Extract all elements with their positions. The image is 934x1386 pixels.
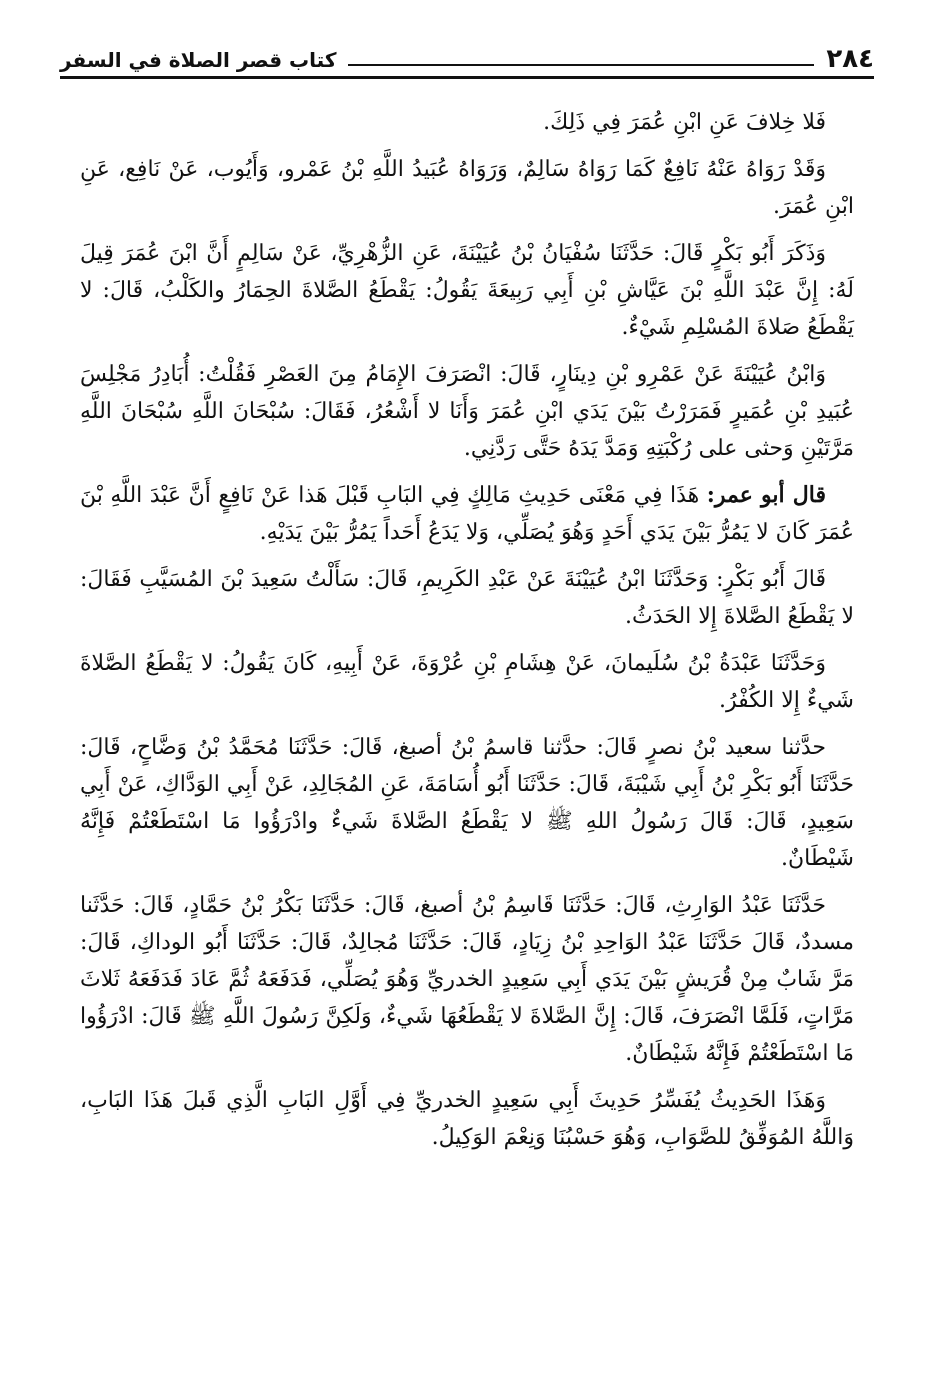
paragraph-text: وَحَدَّثَنَا عَبْدَةُ بْنُ سُلَيمانَ، عَنْ هِشَامِ بْنِ عُرْوَةَ، عَنْ أَبِيهِ، كَانَ يَقُولُ: لا يَقْطَعُ الصَّلاةَ شَيءٌ إِلا الكُفْرُ. [80,651,854,713]
page-number: ٢٨٤ [826,44,874,74]
paragraph [80,887,854,1072]
paragraph [80,729,854,877]
running-title: كتاب قصر الصلاة في السفر [60,48,337,72]
paragraph-text: حَدَّثَنَا عَبْدُ الوَارِثِ، قَالَ: حَدَّثَنَا قَاسِمُ بْنُ أصبغ، قَالَ: حَدَّثَنَا بَكْرُ بْنُ حَمَّادٍ، قَالَ: حَدَّثَنا مسددٌ، قَالَ حَدَّثَنَا عَبْدُ الوَاحِدِ بْنُ زِيَادٍ، قَالَ: حَدَّثَنَا مُجالِدٌ، قَالَ: حَدَّثَنَا أَبُو الوداكِ، قَالَ: مَرَّ شَابٌ مِنْ قُرَيشٍ بَيْنَ يَدَي أَبِي سَعِيدٍ الخدريِّ وَهُوَ يُصَلِّي، فَدَفَعَهُ ثُمَّ عَادَ فَدَفَعَهُ ثَلاثَ مَرَّاتٍ، فَلَمَّا انْصَرَفَ، قَالَ: إِنَّ الصَّلاةَ لا يَقْطَعُهَا شَيءٌ، وَلَكِنَّ رَسُولَ اللَّهِ ﷺ قَالَ: ادْرَؤُوا مَا اسْتَطَعْتُمْ فَإِنَّهُ شَيْطَانٌ. [80,893,854,1066]
paragraph [80,356,854,467]
paragraph-text: قَالَ أَبُو بَكْرٍ: وَحَدَّثَنَا ابْنُ عُيَيْنَةَ عَنْ عَبْدِ الكَرِيمِ، قَالَ: سَأَلْتُ سَعِيدَ بْنَ المُسَيَّبِ فَقَالَ: لا يَقْطَعُ الصَّلاةَ إِلا الحَدَثُ. [80,567,854,629]
paragraph-text: وَهَذَا الحَدِيثُ يُفَسِّرُ حَدِيثَ أَبِي سَعِيدٍ الخدريِّ فِي أَوَّلِ البَابِ الَّذِي قَبلَ هَذَا البَابِ، وَاللَّهُ المُوَفِّقُ للصَّوَابِ، وَهُوَ حَسْبُنَا وَنِعْمَ الوَكِيلُ. [80,1088,854,1150]
body-text [80,104,854,1166]
paragraph [80,645,854,719]
paragraph-text: فَلا خِلافَ عَنِ ابْنِ عُمَرَ فِي ذَلِكَ. [543,110,826,135]
paragraph [80,151,854,225]
paragraph-lead: قال أبو عمر: [706,482,827,508]
paragraph [80,477,854,551]
header-dash-line [348,64,814,66]
paragraph-text: حدَّثنا سعيد بْنُ نصرٍ قَالَ: حدَّثنا قاسمُ بْنُ أصبغ، قَالَ: حَدَّثَنَا مُحَمَّدُ بْنُ وَضَّاحٍ، قَالَ: حَدَّثَنَا أَبُو بَكْرِ بْنُ أَبِي شَيْبَةَ، قَالَ: حَدَّثَنَا أَبُو أُسَامَةَ، عَنِ المُجَالِدِ، عَنْ أَبِي الوَدَّاكِ، عَنْ أَبِي سَعِيدٍ، قَالَ: قَالَ رَسُولُ اللهِ ﷺ لا يَقْطَعُ الصَّلاةَ شَيءٌ وادْرَؤُوا مَا اسْتَطَعْتُمْ فَإِنَّهُ شَيْطَانٌ. [80,735,854,871]
paragraph [80,235,854,346]
page-header [60,34,874,74]
paragraph [80,104,854,141]
paragraph [80,561,854,635]
paragraph-text: وَابْنُ عُيَيْنَةَ عَنْ عَمْرِو بْنِ دِينَارٍ، قَالَ: انْصَرَفَ الإِمَامُ مِنَ العَصْرِ فَقُلْتُ: أُبَادِرُ مَجْلِسَ عُبَيدِ بْنِ عُمَيرٍ فَمَرَرْتُ بَيْنَ يَدَي ابْنِ عُمَرَ وَأَنَا لا أَشْعُرُ، فَقَالَ: سُبْحَانَ اللَّهِ سُبْحَانَ اللَّهِ مَرَّتَيْنِ وَحثى على رُكْبَتِهِ وَمَدَّ يَدَهُ حَتَّى رَدَّنِي. [80,362,854,461]
paragraph-text: وَذَكَرَ أَبُو بَكْرٍ قَالَ: حَدَّثَنَا سُفْيَانُ بْنُ عُيَيْنَةَ، عَنِ الزُّهْرِيِّ، عَنْ سَالِمٍ أَنَّ ابْنَ عُمَرَ قِيلَ لَهُ: إِنَّ عَبْدَ اللَّهِ بْنَ عَيَّاشِ بْنِ أَبِي رَبِيعَةَ يَقُولُ: يَقْطَعُ الصَّلاةَ الحِمَارُ والكَلْبُ، قَالَ: لا يَقْطَعُ صَلاةَ المُسْلِمِ شَيْءٌ. [80,241,854,340]
paragraph-text: وَقَدْ رَوَاهُ عَنْهُ نَافِعٌ كَمَا رَوَاهُ سَالِمٌ، وَرَوَاهُ عُبَيدُ اللَّهِ بْنُ عَمْرو، وَأَيُوب، عَنْ نَافِع، عَنِ ابْنِ عُمَرَ. [80,157,854,219]
header-rule [60,76,874,79]
paragraph [80,1082,854,1156]
paragraph-text: هَذَا فِي مَعْنَى حَدِيثِ مَالِكٍ فِي البَابِ قَبْلَ هَذا عَنْ نَافِعٍ أَنَّ عَبْدَ اللَّهِ بْنَ عُمَرَ كَانَ لا يَمُرُّ بَيْنَ يَدَي أَحَدٍ وَهُوَ يُصَلِّي، وَلا يَدَعُ أَحَداً يَمُرُّ بَيْنَ يَدَيْهِ. [80,483,854,545]
